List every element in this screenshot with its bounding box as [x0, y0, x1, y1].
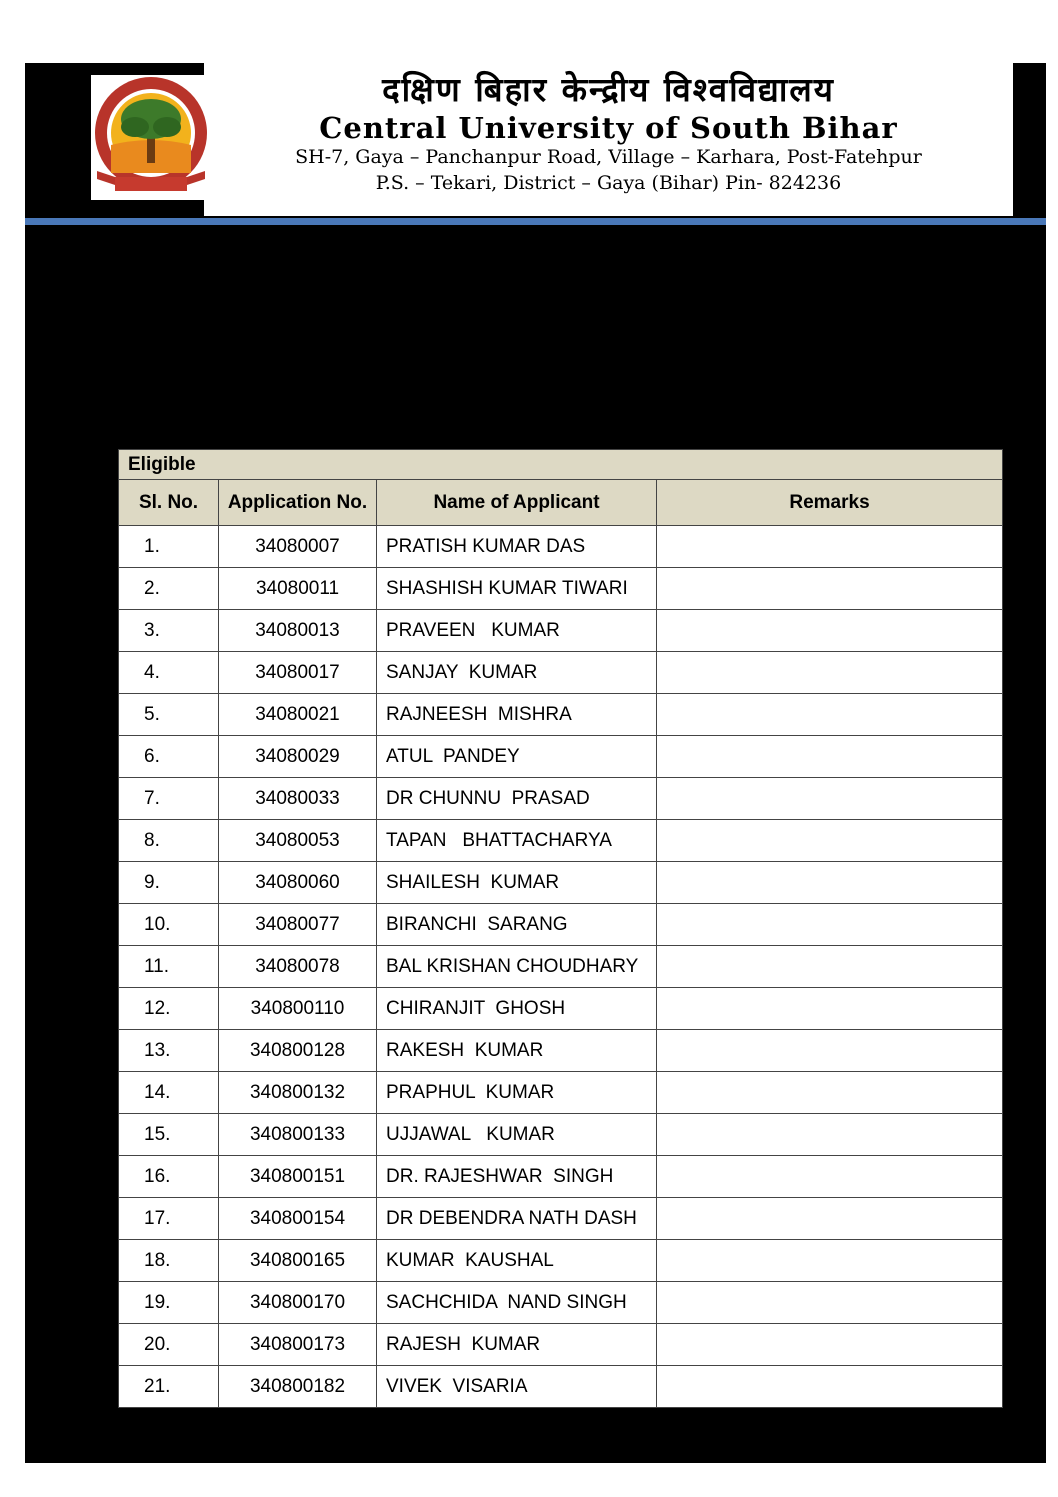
cell-name: RAKESH KUMAR: [377, 1030, 657, 1072]
cell-sl-no: 5.: [119, 694, 219, 736]
cell-sl-no: 19.: [119, 1282, 219, 1324]
cell-remarks: [657, 1114, 1003, 1156]
cell-sl-no: 4.: [119, 652, 219, 694]
address-line-1: SH-7, Gaya – Panchanpur Road, Village – Karhara, Post-Fatehpur: [295, 146, 922, 168]
cell-name: SHAILESH KUMAR: [377, 862, 657, 904]
cell-name: UJJAWAL KUMAR: [377, 1114, 657, 1156]
cell-remarks: [657, 568, 1003, 610]
cell-remarks: [657, 1240, 1003, 1282]
cell-remarks: [657, 1030, 1003, 1072]
table-row: [119, 1366, 1003, 1408]
col-remarks: Remarks: [657, 480, 1003, 526]
table-row: [119, 904, 1003, 946]
cell-remarks: [657, 526, 1003, 568]
table-row: [119, 568, 1003, 610]
cell-sl-no: 10.: [119, 904, 219, 946]
cell-sl-no: 7.: [119, 778, 219, 820]
seal-icon: [91, 75, 211, 200]
cell-sl-no: 15.: [119, 1114, 219, 1156]
cell-sl-no: 11.: [119, 946, 219, 988]
cell-sl-no: 6.: [119, 736, 219, 778]
table-row: [119, 1324, 1003, 1366]
cell-application-no: 340800151: [219, 1156, 377, 1198]
cell-sl-no: 9.: [119, 862, 219, 904]
cell-application-no: 34080013: [219, 610, 377, 652]
cell-sl-no: 1.: [119, 526, 219, 568]
cell-application-no: 34080017: [219, 652, 377, 694]
cell-remarks: [657, 1282, 1003, 1324]
eligible-table: [118, 449, 1003, 1408]
cell-application-no: 34080007: [219, 526, 377, 568]
table-row: [119, 1156, 1003, 1198]
table-row: [119, 1282, 1003, 1324]
table-row: [119, 988, 1003, 1030]
cell-application-no: 340800173: [219, 1324, 377, 1366]
university-logo: [91, 75, 211, 200]
table-caption: Eligible: [119, 450, 1003, 480]
hindi-title: दक्षिण बिहार केन्द्रीय विश्वविद्यालय: [382, 70, 835, 109]
address-line-2: P.S. – Tekari, District – Gaya (Bihar) Pin- 824236: [375, 172, 842, 194]
cell-application-no: 340800110: [219, 988, 377, 1030]
cell-remarks: [657, 1198, 1003, 1240]
cell-sl-no: 20.: [119, 1324, 219, 1366]
table-row: [119, 1030, 1003, 1072]
cell-remarks: [657, 1072, 1003, 1114]
header-divider: [25, 218, 1046, 225]
col-name: Name of Applicant: [377, 480, 657, 526]
cell-remarks: [657, 904, 1003, 946]
table-row: [119, 526, 1003, 568]
table-row: [119, 820, 1003, 862]
cell-name: TAPAN BHATTACHARYA: [377, 820, 657, 862]
table-header: [119, 480, 1003, 526]
table-row: [119, 862, 1003, 904]
cell-name: DR DEBENDRA NATH DASH: [377, 1198, 657, 1240]
cell-name: SACHCHIDA NAND SINGH: [377, 1282, 657, 1324]
cell-remarks: [657, 694, 1003, 736]
cell-application-no: 340800154: [219, 1198, 377, 1240]
cell-name: KUMAR KAUSHAL: [377, 1240, 657, 1282]
cell-application-no: 340800133: [219, 1114, 377, 1156]
table-row: [119, 1072, 1003, 1114]
cell-application-no: 34080078: [219, 946, 377, 988]
cell-application-no: 34080060: [219, 862, 377, 904]
cell-sl-no: 16.: [119, 1156, 219, 1198]
cell-sl-no: 18.: [119, 1240, 219, 1282]
cell-remarks: [657, 988, 1003, 1030]
cell-sl-no: 17.: [119, 1198, 219, 1240]
cell-name: DR CHUNNU PRASAD: [377, 778, 657, 820]
cell-name: SHASHISH KUMAR TIWARI: [377, 568, 657, 610]
cell-name: PRATISH KUMAR DAS: [377, 526, 657, 568]
table-row: [119, 652, 1003, 694]
cell-application-no: 34080053: [219, 820, 377, 862]
cell-name: RAJESH KUMAR: [377, 1324, 657, 1366]
cell-application-no: 34080033: [219, 778, 377, 820]
english-title: Central University of South Bihar: [319, 111, 898, 145]
cell-sl-no: 3.: [119, 610, 219, 652]
cell-sl-no: 21.: [119, 1366, 219, 1408]
cell-sl-no: 13.: [119, 1030, 219, 1072]
table-row: [119, 778, 1003, 820]
cell-application-no: 34080021: [219, 694, 377, 736]
cell-application-no: 340800170: [219, 1282, 377, 1324]
cell-remarks: [657, 652, 1003, 694]
table-row: [119, 610, 1003, 652]
table-row: [119, 736, 1003, 778]
cell-remarks: [657, 1156, 1003, 1198]
cell-sl-no: 8.: [119, 820, 219, 862]
cell-remarks: [657, 820, 1003, 862]
col-application-no: Application No.: [219, 480, 377, 526]
cell-sl-no: 14.: [119, 1072, 219, 1114]
cell-name: RAJNEESH MISHRA: [377, 694, 657, 736]
cell-name: ATUL PANDEY: [377, 736, 657, 778]
cell-name: DR. RAJESHWAR SINGH: [377, 1156, 657, 1198]
cell-application-no: 34080011: [219, 568, 377, 610]
cell-name: PRAVEEN KUMAR: [377, 610, 657, 652]
cell-remarks: [657, 1324, 1003, 1366]
cell-name: BAL KRISHAN CHOUDHARY: [377, 946, 657, 988]
cell-application-no: 340800128: [219, 1030, 377, 1072]
table-row: [119, 694, 1003, 736]
cell-application-no: 340800182: [219, 1366, 377, 1408]
cell-sl-no: 12.: [119, 988, 219, 1030]
table-row: [119, 946, 1003, 988]
cell-remarks: [657, 946, 1003, 988]
cell-remarks: [657, 778, 1003, 820]
cell-application-no: 34080029: [219, 736, 377, 778]
cell-name: VIVEK VISARIA: [377, 1366, 657, 1408]
cell-remarks: [657, 610, 1003, 652]
cell-name: PRAPHUL KUMAR: [377, 1072, 657, 1114]
cell-remarks: [657, 862, 1003, 904]
table-row: [119, 1198, 1003, 1240]
cell-sl-no: 2.: [119, 568, 219, 610]
cell-name: CHIRANJIT GHOSH: [377, 988, 657, 1030]
cell-application-no: 340800165: [219, 1240, 377, 1282]
cell-remarks: [657, 1366, 1003, 1408]
cell-application-no: 34080077: [219, 904, 377, 946]
cell-remarks: [657, 736, 1003, 778]
cell-application-no: 340800132: [219, 1072, 377, 1114]
table-row: [119, 1240, 1003, 1282]
table-row: [119, 1114, 1003, 1156]
col-sl-no: Sl. No.: [119, 480, 219, 526]
cell-name: SANJAY KUMAR: [377, 652, 657, 694]
cell-name: BIRANCHI SARANG: [377, 904, 657, 946]
